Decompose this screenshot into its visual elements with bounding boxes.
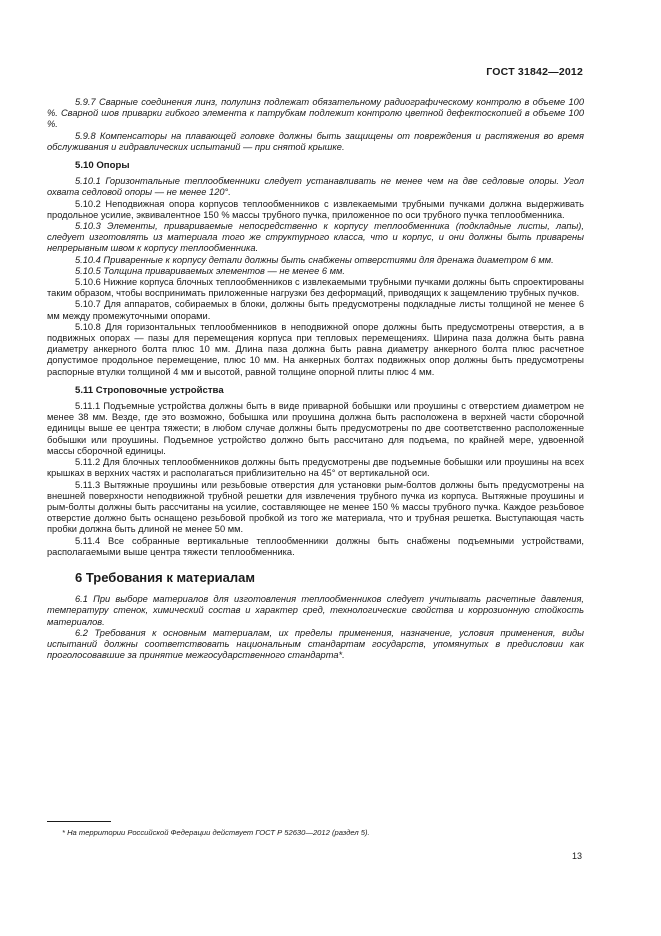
clause-5-11-4: 5.11.4 Все собранные вертикальные теплообменники должны быть снабжены подъемными устройствами, располагаемыми выше центра тяжести теплообменника. xyxy=(47,535,584,557)
clause-5-10-2: 5.10.2 Неподвижная опора корпусов теплообменников с извлекаемыми трубными пучками должна выдерживать продольное усилие, эквивалентное 150 % массы трубного пучка, приложенное по оси трубного пучка теплообменника. xyxy=(47,198,584,220)
footnote: * На территории Российской Федерации действует ГОСТ Р 52630—2012 (раздел 5). xyxy=(62,828,370,837)
clause-5-9-8: 5.9.8 Компенсаторы на плавающей головке должны быть защищены от повреждения и растяжения во время обслуживания и гидравлических испытаний — при снятой крышке. xyxy=(47,130,584,152)
clause-6-1: 6.1 При выборе материалов для изготовления теплообменников следует учитывать расчетные давления, температуру стенок, химический состав и характер сред, технологические свойства и коррозионную стойкость материалов. xyxy=(47,594,584,627)
footnote-divider xyxy=(47,821,111,822)
section-heading-5-10: 5.10 Опоры xyxy=(75,160,130,172)
clause-5-10-8: 5.10.8 Для горизонтальных теплообменников в неподвижной опоре должны быть предусмотрены отверстия, а в подвижных опорах — пазы для перемещения корпуса при тепловых перемещениях. Ширина паза должна быть равна диаметру анкерного болта плюс 10 мм. Длина паза должна быть равна диаметру анкерного болта плюс расчетное допустимое продольное перемещение, плюс 10 мм. На анкерных болтах подвижных опор должны быть предусмотрены распорные втулки толщиной 4 мм и высотой, равной толщине опорной плиты плюс 4 мм. xyxy=(47,321,584,377)
section-heading-5-11: 5.11 Строповочные устройства xyxy=(75,384,224,396)
clause-5-11-3: 5.11.3 Вытяжные проушины или резьбовые отверстия для установки рым-болтов должны быть предусмотрены на внешней поверхности неподвижной трубной решетки для извлечения трубного пучка из корпуса. Вытяжные проушины и рым-болты должны быть рассчитаны на усилие, составляющее не менее 150 % массы трубного пучка. Каждое резьбовое отверстие должно быть оснащено резьбовой пробкой из того же материала, что и трубная решетка. Выступающая часть пробки должна быть длиной не менее 50 мм. xyxy=(47,479,584,535)
clause-6-2: 6.2 Требования к основным материалам, их пределы применения, назначение, условия применения, виды испытаний должны соответствовать национальным стандартам государств, упомянутых в предисловии как проголосовавшие за принятие межгосударственного стандарта*. xyxy=(47,627,584,661)
standard-designation: ГОСТ 31842—2012 xyxy=(486,66,583,78)
clause-5-10-4: 5.10.4 Приваренные к корпусу детали должны быть снабжены отверстиями для дренажа диаметром 6 мм. xyxy=(75,254,554,265)
page-number: 13 xyxy=(571,851,582,861)
clause-5-9-7: 5.9.7 Сварные соединения линз, полулинз подлежат обязательному радиографическому контролю в объеме 100 %. Сварной шов приварки гибкого элемента к патрубкам подлежит контролю цветной дефектоскопией в объеме 100 %. xyxy=(47,97,584,130)
document-body xyxy=(47,97,584,661)
clause-5-10-3: 5.10.3 Элементы, привариваемые непосредственно к корпусу теплообменника (подкладные листы, лапы), следует изготовлять из материала того же структурного класса, что и корпус, и они должны быть приварены непрерывным швом к корпусу теплообменника. xyxy=(47,221,584,254)
section-heading-6: 6 Требования к материалам xyxy=(75,569,256,585)
clause-5-11-2: 5.11.2 Для блочных теплообменников должны быть предусмотрены две подъемные бобышки или проушины на всех крышках в верхних частях и располагаться приблизительно на 45° от вертикальной оси. xyxy=(47,457,584,479)
clause-5-10-7: 5.10.7 Для аппаратов, собираемых в блоки, должны быть предусмотрены подкладные листы толщиной не менее 6 мм между промежуточными опорами. xyxy=(47,299,584,321)
clause-5-11-1: 5.11.1 Подъемные устройства должны быть в виде приварной бобышки или проушины с отверстием диаметром не менее 38 мм. Везде, где это возможно, бобышка или проушина должна быть расположена в верхней части сборочной единицы выше ее центра тяжести; в любом случае должны быть предусмотрены по две соответственно расположенные бобышки или проушины. Подъемное устройство должно быть рассчитано для подъема, по крайней мере, удвоенной массы сборочной единицы. xyxy=(47,401,584,456)
clause-5-10-1: 5.10.1 Горизонтальные теплообменники следует устанавливать не менее чем на две седловые опоры. Угол охвата седловой опоры — не менее 120°. xyxy=(47,176,584,198)
clause-5-10-5: 5.10.5 Толщина привариваемых элементов — не менее 6 мм. xyxy=(75,265,345,276)
clause-5-10-6: 5.10.6 Нижние корпуса блочных теплообменников с извлекаемыми трубными пучками должны быть спроектированы таким образом, чтобы воспринимать приложенные нагрузки без деформаций, приводящих к защемлению трубных пучков. xyxy=(47,277,584,299)
